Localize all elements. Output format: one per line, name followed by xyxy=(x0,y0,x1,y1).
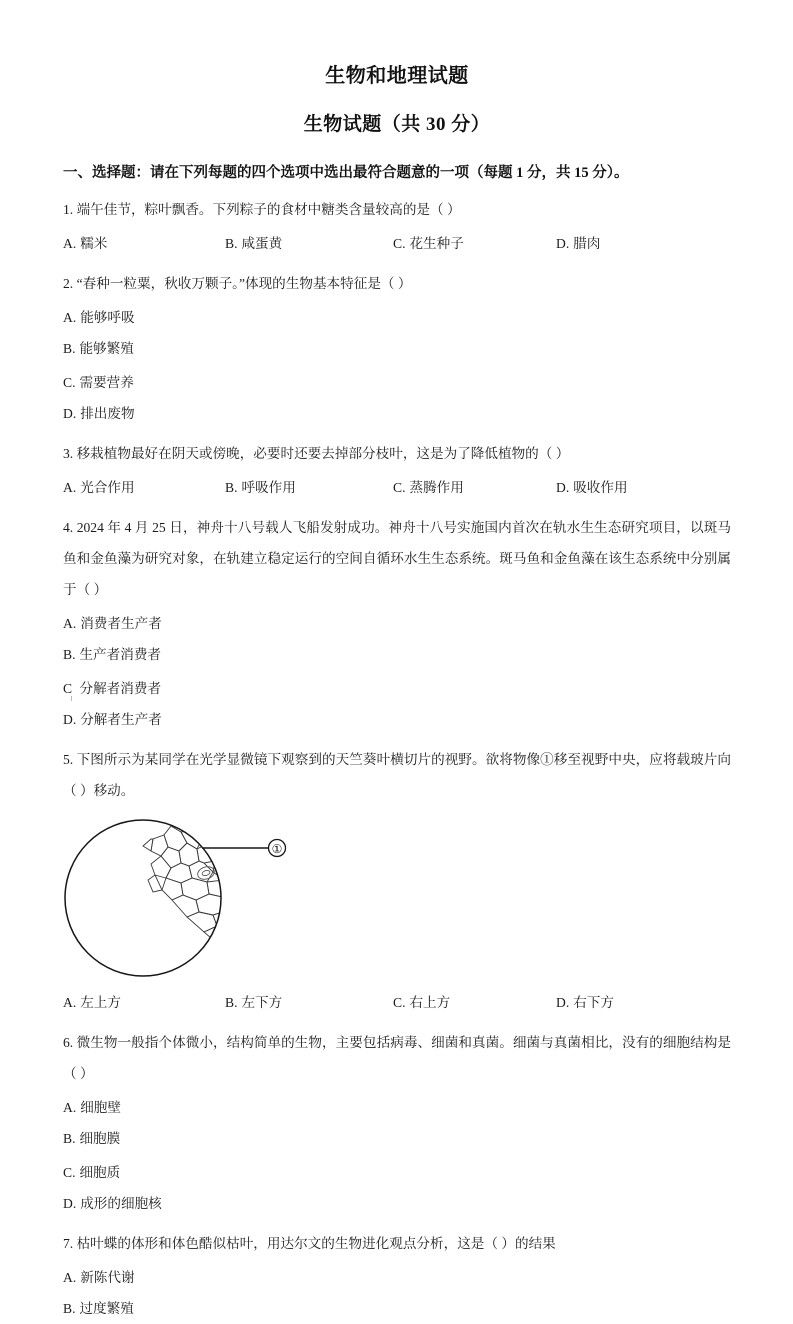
option-letter: B. xyxy=(63,646,76,662)
option-letter: B. xyxy=(225,994,238,1010)
option-text: 细胞壁 xyxy=(80,1099,121,1115)
option-letter: A. xyxy=(63,615,77,631)
option-letter: D. xyxy=(63,405,77,421)
option-4-a[interactable] xyxy=(63,608,398,639)
option-text: 光合作用 xyxy=(80,479,135,495)
figure-label-text: ① xyxy=(271,841,283,856)
option-letter: B. xyxy=(63,340,76,356)
option-7-a[interactable] xyxy=(63,1262,398,1293)
page-content xyxy=(63,0,731,1324)
field-of-view-circle xyxy=(65,820,221,976)
option-5-a[interactable] xyxy=(63,987,225,1018)
option-6-b[interactable] xyxy=(63,1123,397,1154)
option-row-2-cd xyxy=(63,364,731,429)
option-row-6-ab xyxy=(63,1089,731,1154)
question-stem-6: 6. 微生物一般指个体微小，结构简单的生物，主要包括病毒、细菌和真菌。细菌与真菌相比，没有的细胞结构是（ ） xyxy=(63,1034,731,1081)
option-1-c[interactable] xyxy=(393,228,556,259)
option-row-7-ab xyxy=(63,1259,731,1324)
option-text: 需要营养 xyxy=(79,374,134,390)
option-letter: C xyxy=(63,680,73,696)
option-letter: B. xyxy=(63,1300,76,1316)
option-3-a[interactable] xyxy=(63,472,225,503)
option-7-b[interactable] xyxy=(63,1293,397,1324)
option-4-c[interactable] xyxy=(63,673,398,704)
option-letter: A. xyxy=(63,309,77,325)
option-text: 能够繁殖 xyxy=(79,340,134,356)
cell-tissue-mesh xyxy=(143,825,247,958)
option-letter: C. xyxy=(393,994,406,1010)
option-row-6-cd xyxy=(63,1154,731,1219)
option-5-d[interactable] xyxy=(556,987,723,1018)
option-6-a[interactable] xyxy=(63,1092,398,1123)
option-text: 细胞质 xyxy=(79,1164,121,1180)
option-6-c[interactable] xyxy=(63,1157,398,1188)
option-text: 左下方 xyxy=(241,994,283,1010)
option-1-b[interactable] xyxy=(225,228,393,259)
option-4-b[interactable] xyxy=(63,639,397,670)
option-letter: C. xyxy=(63,1164,76,1180)
option-2-b[interactable] xyxy=(63,333,397,364)
option-letter: A. xyxy=(63,994,77,1010)
option-row-4-ab xyxy=(63,605,731,670)
option-letter: C. xyxy=(63,374,76,390)
option-text: 糯米 xyxy=(80,235,108,251)
question-stem-7: 7. 枯叶蝶的体形和体色酷似枯叶，用达尔文的生物进化观点分析，这是（ ）的结果 xyxy=(63,1235,556,1251)
option-text: 右上方 xyxy=(409,994,451,1010)
page-title: 生物和地理试题 xyxy=(325,65,469,87)
option-letter: A. xyxy=(63,1269,77,1285)
microscope-field-svg xyxy=(63,816,313,984)
option-6-d[interactable] xyxy=(63,1188,397,1219)
option-row-4-cd xyxy=(63,670,731,735)
option-1-d[interactable] xyxy=(556,228,723,259)
option-letter: D. xyxy=(556,994,570,1010)
question-stem-5: 5. 下图所示为某同学在光学显微镜下观察到的天竺葵叶横切片的视野。欲将物像①移至视野中央，应将载玻片向（ ）移动。 xyxy=(63,751,731,798)
stray-ink-mark xyxy=(71,696,72,701)
option-letter: B. xyxy=(225,479,238,495)
option-text: 右下方 xyxy=(573,994,614,1010)
option-row-1 xyxy=(63,225,731,259)
option-text: 左上方 xyxy=(80,994,121,1010)
option-3-c[interactable] xyxy=(393,472,556,503)
page-subtitle: 生物试题（共 30 分） xyxy=(303,114,491,135)
question-stem-3: 3. 移栽植物最好在阴天或傍晚，必要时还要去掉部分枝叶，这是为了降低植物的（ ） xyxy=(63,445,570,461)
option-2-a[interactable] xyxy=(63,302,398,333)
option-2-d[interactable] xyxy=(63,398,397,429)
option-text: 生产者消费者 xyxy=(79,646,162,662)
option-4-d[interactable] xyxy=(63,704,397,735)
option-letter: A. xyxy=(63,235,77,251)
option-text: 排出废物 xyxy=(80,405,135,421)
option-5-b[interactable] xyxy=(225,987,393,1018)
option-letter: D. xyxy=(63,1195,77,1211)
option-text: 花生种子 xyxy=(409,235,464,251)
option-text: 分解者生产者 xyxy=(80,711,162,727)
option-letter: D. xyxy=(556,235,570,251)
figure-label-1 xyxy=(269,839,286,856)
option-3-b[interactable] xyxy=(225,472,393,503)
section-heading: 一、选择题：请在下列每题的四个选项中选出最符合题意的一项（每题 1 分，共 15 分）。 xyxy=(63,164,629,181)
option-3-d[interactable] xyxy=(556,472,723,503)
option-text: 吸收作用 xyxy=(573,479,628,495)
option-1-a[interactable] xyxy=(63,228,225,259)
option-text: 能够呼吸 xyxy=(80,309,135,325)
option-text: 蒸腾作用 xyxy=(409,479,464,495)
option-text: 成形的细胞核 xyxy=(80,1195,162,1211)
option-text: 细胞膜 xyxy=(79,1130,121,1146)
option-5-c[interactable] xyxy=(393,987,556,1018)
option-2-c[interactable] xyxy=(63,367,398,398)
stoma-detail xyxy=(196,864,216,881)
option-text: 新陈代谢 xyxy=(80,1269,135,1285)
option-letter: B. xyxy=(225,235,238,251)
option-text: 腊肉 xyxy=(573,235,601,251)
option-letter: A. xyxy=(63,1099,77,1115)
option-text: 消费者生产者 xyxy=(80,615,162,631)
option-letter: B. xyxy=(63,1130,76,1146)
question-stem-4: 4. 2024 年 4 月 25 日，神舟十八号载人飞船发射成功。神舟十八号实施国内首次在轨水生生态研究项目，以斑马鱼和金鱼藻为研究对象，在轨建立稳定运行的空间自循环水生生态系统。斑马鱼和金鱼藻在该生态系统中分别属于（ ） xyxy=(63,519,731,597)
option-row-5 xyxy=(63,984,731,1018)
option-text: 呼吸作用 xyxy=(241,479,296,495)
option-letter: C. xyxy=(393,235,406,251)
option-row-2-ab xyxy=(63,299,731,364)
option-text: 分解者消费者 xyxy=(79,680,162,696)
option-letter: A. xyxy=(63,479,77,495)
option-letter: C. xyxy=(393,479,406,495)
option-text: 过度繁殖 xyxy=(79,1300,134,1316)
option-letter: D. xyxy=(63,711,77,727)
question-stem-1: 1. 端午佳节，粽叶飘香。下列粽子的食材中糖类含量较高的是（ ） xyxy=(63,201,461,217)
option-row-3 xyxy=(63,469,731,503)
microscope-field-figure xyxy=(63,814,731,984)
question-stem-2: 2. “春种一粒粟，秋收万颗子。”体现的生物基本特征是（ ） xyxy=(63,275,412,291)
option-text: 咸蛋黄 xyxy=(241,235,283,251)
option-letter: D. xyxy=(556,479,570,495)
